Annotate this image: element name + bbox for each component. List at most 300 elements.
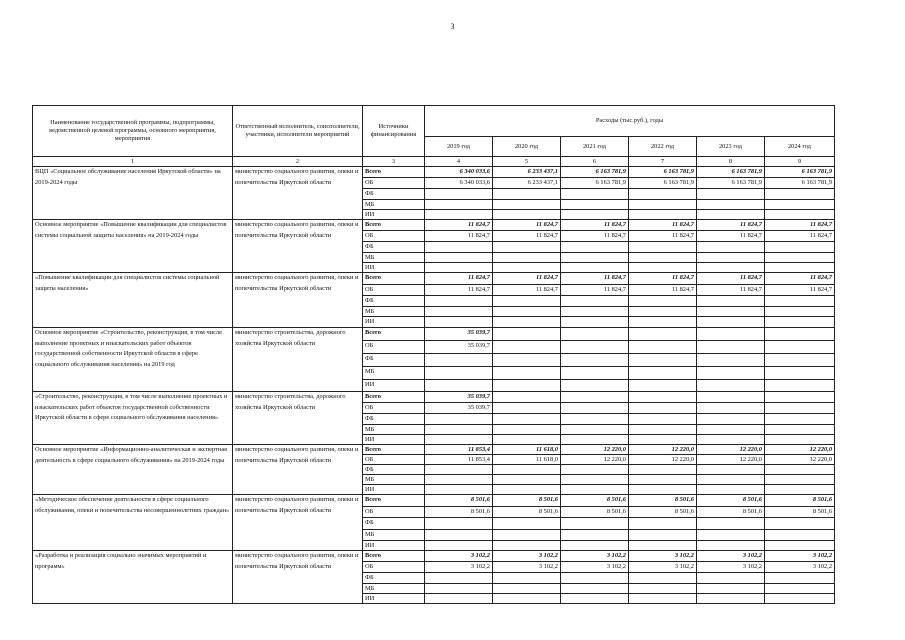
expense-cell: 8 501,6	[629, 495, 697, 507]
item-executor: министерство социального развития, опеки и попечительства Иркутской области	[233, 273, 363, 328]
expense-cell	[493, 425, 561, 435]
expense-cell	[629, 210, 697, 220]
expense-cell	[561, 210, 629, 220]
expense-cell: 8 501,6	[425, 507, 493, 518]
expense-cell	[561, 541, 629, 551]
funding-source: МБ	[363, 530, 425, 541]
expense-cell: 8 501,6	[561, 507, 629, 518]
item-name: «Разработка и реализация социально значимых мероприятий и программ»	[33, 551, 233, 604]
expense-cell: 3 102,2	[425, 562, 493, 573]
expense-cell	[561, 530, 629, 541]
expense-cell	[765, 594, 835, 604]
expense-cell: 11 824,7	[493, 285, 561, 296]
expense-cell: 12 220,0	[765, 455, 835, 465]
expense-cell	[697, 210, 765, 220]
expense-cell	[629, 541, 697, 551]
expense-cell	[629, 425, 697, 435]
funding-source: МБ	[363, 200, 425, 210]
expense-cell	[629, 317, 697, 328]
expense-cell: 11 824,7	[425, 273, 493, 285]
expense-cell	[425, 414, 493, 425]
expense-cell	[629, 341, 697, 354]
column-number: 4	[425, 157, 493, 167]
expense-cell	[493, 392, 561, 403]
expense-cell: 11 824,7	[561, 220, 629, 231]
expense-cell	[493, 475, 561, 485]
expense-cell: 11 824,7	[425, 220, 493, 231]
expense-cell: 8 501,6	[493, 507, 561, 518]
expense-cell: 3 102,2	[629, 562, 697, 573]
expense-cell	[629, 414, 697, 425]
expense-cell: 11 618,0	[493, 445, 561, 455]
expense-cell: 8 501,6	[765, 495, 835, 507]
expense-cell: 8 501,6	[765, 507, 835, 518]
expense-cell	[629, 328, 697, 341]
expense-cell: 12 220,0	[765, 445, 835, 455]
expense-cell: 12 220,0	[629, 445, 697, 455]
expense-cell: 6 163 781,9	[629, 167, 697, 178]
funding-source: ФБ	[363, 189, 425, 200]
financing-table	[32, 105, 835, 604]
column-number: 2	[233, 157, 363, 167]
expense-cell	[765, 367, 835, 380]
expense-cell	[765, 242, 835, 253]
expense-cell	[561, 414, 629, 425]
expense-cell: 11 824,7	[425, 231, 493, 242]
funding-source: МБ	[363, 367, 425, 380]
expense-cell	[697, 341, 765, 354]
expense-cell	[425, 242, 493, 253]
funding-source: МБ	[363, 584, 425, 594]
header-row-numbers	[33, 157, 835, 167]
expense-cell	[493, 296, 561, 307]
expense-cell	[697, 263, 765, 273]
expense-cell	[697, 354, 765, 367]
expense-cell	[697, 414, 765, 425]
item-name: ВЦП «Социальное обслуживание населения Иркутской области» на 2019-2024 годы	[33, 167, 233, 220]
expense-cell	[629, 354, 697, 367]
header-year: 2024 год	[765, 137, 835, 157]
expense-cell	[493, 573, 561, 584]
expense-cell	[629, 403, 697, 414]
funding-source: Всего	[363, 392, 425, 403]
expense-cell	[697, 594, 765, 604]
expense-cell	[629, 189, 697, 200]
expense-cell	[697, 573, 765, 584]
expense-cell	[425, 475, 493, 485]
expense-cell	[765, 465, 835, 475]
expense-cell: 3 102,2	[765, 562, 835, 573]
expense-cell: 3 102,2	[493, 562, 561, 573]
expense-cell	[425, 584, 493, 594]
expense-cell: 3 102,2	[765, 551, 835, 562]
funding-source: ФБ	[363, 242, 425, 253]
expense-cell	[697, 307, 765, 317]
expense-cell	[493, 210, 561, 220]
header-year: 2022 год	[629, 137, 697, 157]
expense-cell	[697, 253, 765, 263]
expense-cell	[425, 541, 493, 551]
expense-cell	[493, 189, 561, 200]
expense-cell	[697, 518, 765, 530]
funding-source: ИИ	[363, 594, 425, 604]
expense-cell	[425, 263, 493, 273]
column-number: 1	[33, 157, 233, 167]
table-row	[33, 495, 835, 507]
expense-cell	[765, 263, 835, 273]
expense-cell: 8 501,6	[425, 495, 493, 507]
funding-source: МБ	[363, 475, 425, 485]
expense-cell	[493, 414, 561, 425]
expense-cell: 6 163 781,9	[561, 178, 629, 189]
expense-cell	[765, 435, 835, 445]
expense-cell	[697, 317, 765, 328]
funding-source: ОБ	[363, 341, 425, 354]
expense-cell	[765, 307, 835, 317]
expense-cell	[493, 403, 561, 414]
expense-cell	[493, 584, 561, 594]
funding-source: ОБ	[363, 403, 425, 414]
expense-cell	[629, 242, 697, 253]
expense-cell	[697, 485, 765, 495]
expense-cell	[697, 403, 765, 414]
expense-cell	[697, 541, 765, 551]
funding-source: ФБ	[363, 573, 425, 584]
expense-cell: 11 824,7	[561, 285, 629, 296]
funding-source: Всего	[363, 551, 425, 562]
item-executor: министерство социального развития, опеки и попечительства Иркутской области	[233, 167, 363, 220]
expense-cell: 11 824,7	[629, 285, 697, 296]
table-row	[33, 445, 835, 455]
expense-cell	[697, 435, 765, 445]
expense-cell	[629, 594, 697, 604]
expense-cell	[561, 475, 629, 485]
header-year: 2020 год	[493, 137, 561, 157]
table-body	[33, 106, 835, 604]
expense-cell	[425, 317, 493, 328]
expense-cell: 35 039,7	[425, 328, 493, 341]
funding-source: Всего	[363, 273, 425, 285]
expense-cell	[697, 530, 765, 541]
expense-cell	[765, 475, 835, 485]
expense-cell: 8 501,6	[629, 507, 697, 518]
expense-cell	[697, 380, 765, 392]
expense-cell	[425, 210, 493, 220]
expense-cell: 11 824,7	[765, 285, 835, 296]
expense-cell: 11 824,7	[629, 231, 697, 242]
expense-cell	[629, 367, 697, 380]
expense-cell	[425, 465, 493, 475]
expense-cell: 6 233 437,1	[493, 178, 561, 189]
expense-cell	[493, 465, 561, 475]
expense-cell	[425, 189, 493, 200]
expense-cell	[629, 530, 697, 541]
header-year: 2021 год	[561, 137, 629, 157]
expense-cell	[561, 263, 629, 273]
expense-cell: 12 220,0	[561, 455, 629, 465]
expense-cell	[697, 200, 765, 210]
expense-cell: 11 853,4	[425, 455, 493, 465]
expense-cell	[493, 354, 561, 367]
expense-cell	[425, 296, 493, 307]
expense-cell: 11 824,7	[697, 273, 765, 285]
expense-cell: 11 824,7	[765, 231, 835, 242]
expense-cell	[493, 530, 561, 541]
item-name: Основное мероприятие «Строительство, реконструкция, в том числе выполнение проектных и изыскательских работ объектов государственной собственности Иркутской области в сфере социального обслуживания населения» на 2019 год	[33, 328, 233, 392]
funding-source: Всего	[363, 495, 425, 507]
expense-cell	[561, 392, 629, 403]
expense-cell: 11 824,7	[629, 220, 697, 231]
column-number: 8	[697, 157, 765, 167]
expense-cell	[765, 541, 835, 551]
expense-cell	[697, 475, 765, 485]
item-executor: министерство социального развития, опеки и попечительства Иркутской области	[233, 495, 363, 551]
expense-cell: 11 853,4	[425, 445, 493, 455]
expense-cell: 11 824,7	[425, 285, 493, 296]
funding-source: ИИ	[363, 435, 425, 445]
expense-cell	[561, 253, 629, 263]
expense-cell	[697, 465, 765, 475]
expense-cell	[697, 328, 765, 341]
expense-cell	[425, 435, 493, 445]
expense-cell	[629, 253, 697, 263]
expense-cell	[629, 200, 697, 210]
expense-cell	[425, 354, 493, 367]
item-executor: министерство строительства, дорожного хозяйства Иркутской области	[233, 328, 363, 392]
item-executor: министерство строительства, дорожного хозяйства Иркутской области	[233, 392, 363, 445]
header-executor: Ответственный исполнитель, соисполнители, участники, исполнители мероприятий	[233, 106, 363, 157]
expense-cell: 3 102,2	[561, 551, 629, 562]
column-number: 5	[493, 157, 561, 167]
funding-source: Всего	[363, 220, 425, 231]
expense-cell	[629, 573, 697, 584]
expense-cell	[425, 380, 493, 392]
expense-cell	[561, 189, 629, 200]
table-row	[33, 220, 835, 231]
expense-cell	[765, 210, 835, 220]
expense-cell	[765, 485, 835, 495]
expense-cell: 12 220,0	[697, 445, 765, 455]
funding-source: ФБ	[363, 414, 425, 425]
expense-cell	[493, 485, 561, 495]
expense-cell	[561, 465, 629, 475]
expense-cell	[493, 367, 561, 380]
expense-cell	[425, 200, 493, 210]
funding-source: ИИ	[363, 380, 425, 392]
expense-cell: 3 102,2	[697, 551, 765, 562]
expense-cell	[765, 200, 835, 210]
expense-cell	[493, 380, 561, 392]
expense-cell	[561, 403, 629, 414]
item-name: «Строительство, реконструкция, в том числе выполнение проектных и изыскательских работ объектов государственной собственности Иркутской области в сфере социального обслуживания населения»	[33, 392, 233, 445]
expense-cell	[697, 296, 765, 307]
expense-cell: 8 501,6	[493, 495, 561, 507]
expense-cell	[765, 584, 835, 594]
expense-cell	[561, 341, 629, 354]
expense-cell	[561, 328, 629, 341]
expense-cell: 11 824,7	[697, 285, 765, 296]
expense-cell	[425, 367, 493, 380]
column-number: 9	[765, 157, 835, 167]
expense-cell	[425, 518, 493, 530]
item-name: Основное мероприятие «Повышение квалификации для специалистов системы социальной защиты населения» на 2019-2024 годы	[33, 220, 233, 273]
expense-cell	[629, 435, 697, 445]
funding-source: МБ	[363, 253, 425, 263]
expense-cell	[629, 263, 697, 273]
funding-source: ФБ	[363, 518, 425, 530]
expense-cell	[561, 594, 629, 604]
expense-cell: 11 824,7	[493, 231, 561, 242]
expense-cell: 3 102,2	[629, 551, 697, 562]
item-name: Основное мероприятие «Информационно-аналитическая и экспертная деятельность в сфере социального обслуживания» на 2019-2024 годы	[33, 445, 233, 495]
funding-source: ФБ	[363, 354, 425, 367]
expense-cell	[561, 317, 629, 328]
expense-cell	[629, 485, 697, 495]
expense-cell	[561, 367, 629, 380]
funding-source: ОБ	[363, 455, 425, 465]
funding-source: Всего	[363, 167, 425, 178]
expense-cell: 11 618,0	[493, 455, 561, 465]
table-row	[33, 328, 835, 341]
expense-cell	[629, 307, 697, 317]
expense-cell	[629, 465, 697, 475]
expense-cell: 3 102,2	[425, 551, 493, 562]
expense-cell	[493, 594, 561, 604]
expense-cell: 35 039,7	[425, 392, 493, 403]
expense-cell: 11 824,7	[629, 273, 697, 285]
expense-cell	[493, 307, 561, 317]
expense-cell: 11 824,7	[561, 231, 629, 242]
funding-source: ИИ	[363, 263, 425, 273]
expense-cell	[629, 475, 697, 485]
expense-cell: 8 501,6	[697, 507, 765, 518]
expense-cell	[493, 200, 561, 210]
expense-cell: 3 102,2	[561, 562, 629, 573]
funding-source: Всего	[363, 445, 425, 455]
expense-cell	[425, 530, 493, 541]
expense-cell: 8 501,6	[561, 495, 629, 507]
table-row	[33, 551, 835, 562]
expense-cell: 6 163 781,9	[629, 178, 697, 189]
header-row-1	[33, 106, 835, 137]
expense-cell	[425, 425, 493, 435]
expense-cell: 6 163 781,9	[561, 167, 629, 178]
header-expenses: Расходы (тыс.руб.), годы	[425, 106, 835, 137]
column-number: 7	[629, 157, 697, 167]
column-number: 6	[561, 157, 629, 167]
expense-cell: 11 824,7	[697, 220, 765, 231]
expense-cell	[493, 317, 561, 328]
funding-source: ОБ	[363, 178, 425, 189]
header-year: 2019 год	[425, 137, 493, 157]
expense-cell	[425, 573, 493, 584]
expense-cell: 3 102,2	[697, 562, 765, 573]
expense-cell: 12 220,0	[629, 455, 697, 465]
expense-cell	[765, 518, 835, 530]
expense-cell	[765, 189, 835, 200]
funding-source: МБ	[363, 307, 425, 317]
expense-cell	[493, 541, 561, 551]
expense-cell	[561, 242, 629, 253]
funding-source: ОБ	[363, 285, 425, 296]
item-name: «Повышение квалификации для специалистов системы социальной защиты населения»	[33, 273, 233, 328]
expense-cell	[561, 307, 629, 317]
expense-cell	[765, 403, 835, 414]
item-executor: министерство социального развития, опеки и попечительства Иркутской области	[233, 445, 363, 495]
expense-cell	[425, 307, 493, 317]
expense-cell	[765, 414, 835, 425]
table-row	[33, 392, 835, 403]
expense-cell	[561, 435, 629, 445]
expense-cell	[493, 518, 561, 530]
expense-cell	[765, 392, 835, 403]
expense-cell	[561, 354, 629, 367]
expense-cell	[629, 380, 697, 392]
expense-cell: 6 163 781,9	[697, 167, 765, 178]
expense-cell	[425, 253, 493, 263]
header-sources: Источники финансирования	[363, 106, 425, 157]
expense-cell	[765, 530, 835, 541]
expense-cell	[493, 341, 561, 354]
item-name: «Методическое обеспечение деятельности в сфере социального обслуживания, опеки и попечительства несовершеннолетних граждан»	[33, 495, 233, 551]
funding-source: ИИ	[363, 317, 425, 328]
expense-cell: 35 039,7	[425, 341, 493, 354]
expense-cell	[765, 425, 835, 435]
expense-cell	[765, 328, 835, 341]
expense-cell	[425, 485, 493, 495]
expense-cell: 11 824,7	[765, 273, 835, 285]
expense-cell	[765, 354, 835, 367]
item-executor: министерство социального развития, опеки и попечительства Иркутской области	[233, 551, 363, 604]
expense-cell	[765, 296, 835, 307]
funding-source: ОБ	[363, 231, 425, 242]
expense-cell	[561, 573, 629, 584]
expense-cell: 12 220,0	[561, 445, 629, 455]
expense-cell	[629, 296, 697, 307]
expense-cell	[765, 380, 835, 392]
expense-cell	[697, 367, 765, 380]
expense-cell	[561, 485, 629, 495]
expense-cell: 6 163 781,9	[765, 167, 835, 178]
header-name: Наименование государственной программы, подпрограммы, ведомственной целевой программы, основного мероприятия, мероприятия	[33, 106, 233, 157]
funding-source: ИИ	[363, 485, 425, 495]
expense-cell	[697, 425, 765, 435]
table-row	[33, 273, 835, 285]
expense-cell	[493, 328, 561, 341]
expense-cell	[629, 518, 697, 530]
expense-cell	[561, 380, 629, 392]
expense-cell	[561, 296, 629, 307]
expense-cell: 11 824,7	[493, 273, 561, 285]
expense-cell: 3 102,2	[493, 551, 561, 562]
expense-cell	[629, 584, 697, 594]
expense-cell	[561, 584, 629, 594]
expense-cell	[561, 425, 629, 435]
expense-cell	[629, 392, 697, 403]
funding-source: Всего	[363, 328, 425, 341]
expense-cell	[561, 200, 629, 210]
expense-cell: 35 039,7	[425, 403, 493, 414]
expense-cell: 11 824,7	[493, 220, 561, 231]
expense-cell	[697, 242, 765, 253]
page-number: 3	[450, 22, 455, 31]
funding-source: МБ	[363, 425, 425, 435]
funding-source: ИИ	[363, 541, 425, 551]
expense-cell	[765, 253, 835, 263]
expense-cell	[765, 317, 835, 328]
expense-cell: 6 340 033,6	[425, 178, 493, 189]
expense-cell: 11 824,7	[765, 220, 835, 231]
